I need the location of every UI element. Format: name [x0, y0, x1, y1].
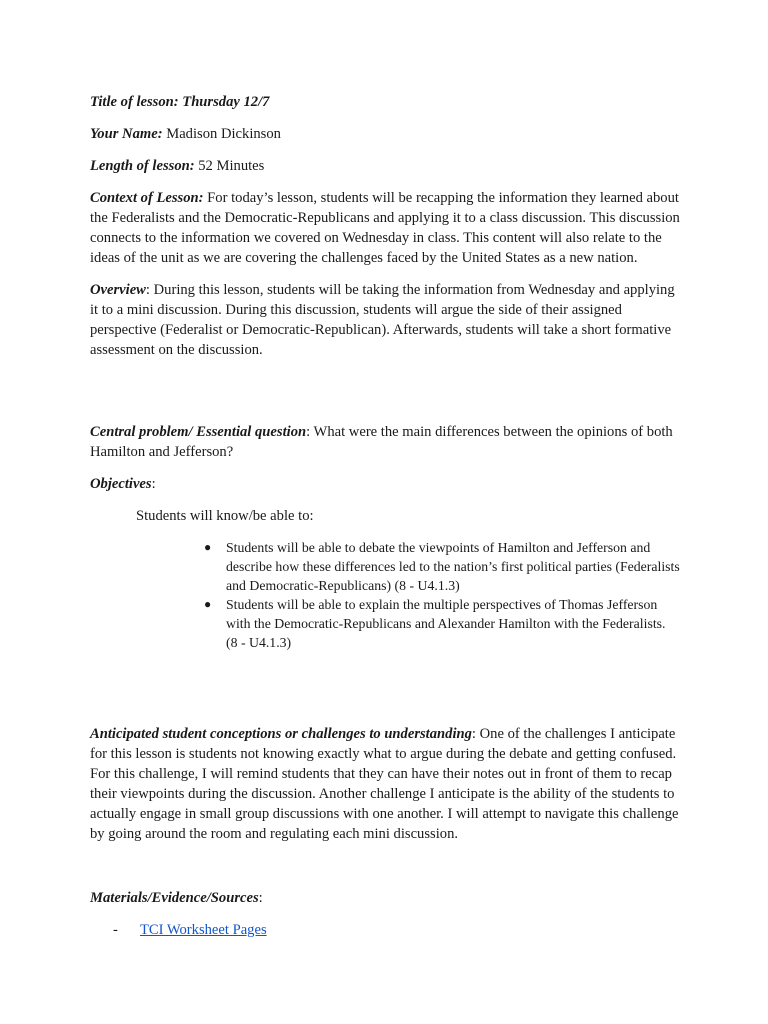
- lesson-length-line: [90, 156, 680, 176]
- tci-worksheet-link[interactable]: TCI Worksheet Pages: [140, 922, 267, 938]
- author-name-label: Your Name:: [90, 126, 163, 142]
- objective-text: Students will be able to debate the viewpoints of Hamilton and Jefferson and describe how these differences led to the nation’s first political parties (Federalists and Democratic-Republicans) (8 - U4.1.3): [226, 540, 680, 593]
- lesson-title-label: Title of lesson: Thursday 12/7: [90, 94, 270, 110]
- materials-suffix: :: [258, 890, 263, 906]
- anticipated-challenges-paragraph: [90, 724, 680, 844]
- context-label: Context of Lesson:: [90, 190, 204, 206]
- anticipated-challenges-label: Anticipated student conceptions or challenges to understanding: [90, 726, 472, 742]
- lesson-length-value: 52 Minutes: [198, 158, 265, 174]
- central-question-paragraph: [90, 422, 680, 462]
- anticipated-challenges-text: : One of the challenges I anticipate for this lesson is students not knowing exactly what to argue during the debate and getting confused. For this challenge, I will remind students that they can have their notes out in front of them to recap their viewpoints during the discussion. Another challenge I anticipate is the ability of the students to actually engage in small group discussions with one another. I will attempt to navigate this challenge by going around the room and regulating each mini discussion.: [90, 726, 679, 842]
- objectives-suffix: :: [151, 476, 156, 492]
- overview-label: Overview: [90, 282, 146, 298]
- overview-paragraph: [90, 280, 680, 360]
- central-question-label: Central problem/ Essential question: [90, 424, 307, 440]
- spacer: [90, 360, 680, 422]
- spacer: [90, 844, 680, 888]
- materials-list: [113, 920, 680, 940]
- context-text: For today’s lesson, students will be recapping the information they learned about the Federalists and the Democratic-Republicans and applying it to a class discussion. This discussion connects to the information we covered on Wednesday in class. This content will also relate to the ideas of the unit as we are covering the challenges faced by the United States as a new nation.: [90, 190, 680, 266]
- context-paragraph: [90, 188, 680, 268]
- objective-item: [204, 538, 680, 595]
- objectives-intro: Students will know/be able to:: [136, 508, 314, 524]
- objective-item: [204, 595, 680, 652]
- bullet-icon: ●: [204, 597, 212, 611]
- author-name-value: Madison Dickinson: [166, 126, 281, 142]
- materials-item: [113, 920, 680, 940]
- materials-label: Materials/Evidence/Sources: [90, 890, 259, 906]
- lesson-length-label: Length of lesson:: [90, 158, 195, 174]
- objectives-label: Objectives: [90, 476, 152, 492]
- lesson-title: [90, 92, 680, 112]
- lesson-plan-body: [90, 92, 680, 940]
- dash-bullet-icon: -: [113, 922, 118, 938]
- objectives-heading: [90, 474, 680, 494]
- bullet-icon: ●: [204, 540, 212, 554]
- materials-heading: [90, 888, 680, 908]
- spacer: [90, 652, 680, 724]
- central-question-text: : What were the main differences between the opinions of both Hamilton and Jefferson?: [90, 424, 673, 460]
- objectives-list: [204, 538, 680, 652]
- overview-text: : During this lesson, students will be taking the information from Wednesday and applying it to a mini discussion. During this discussion, students will argue the side of their assigned perspective (Federalist or Democratic-Republican). Afterwards, students will take a short formative assessment on the discussion.: [90, 282, 675, 358]
- objective-text: Students will be able to explain the multiple perspectives of Thomas Jefferson with the Democratic-Republicans and Alexander Hamilton with the Federalists. (8 - U4.1.3): [226, 597, 666, 650]
- author-name-line: [90, 124, 680, 144]
